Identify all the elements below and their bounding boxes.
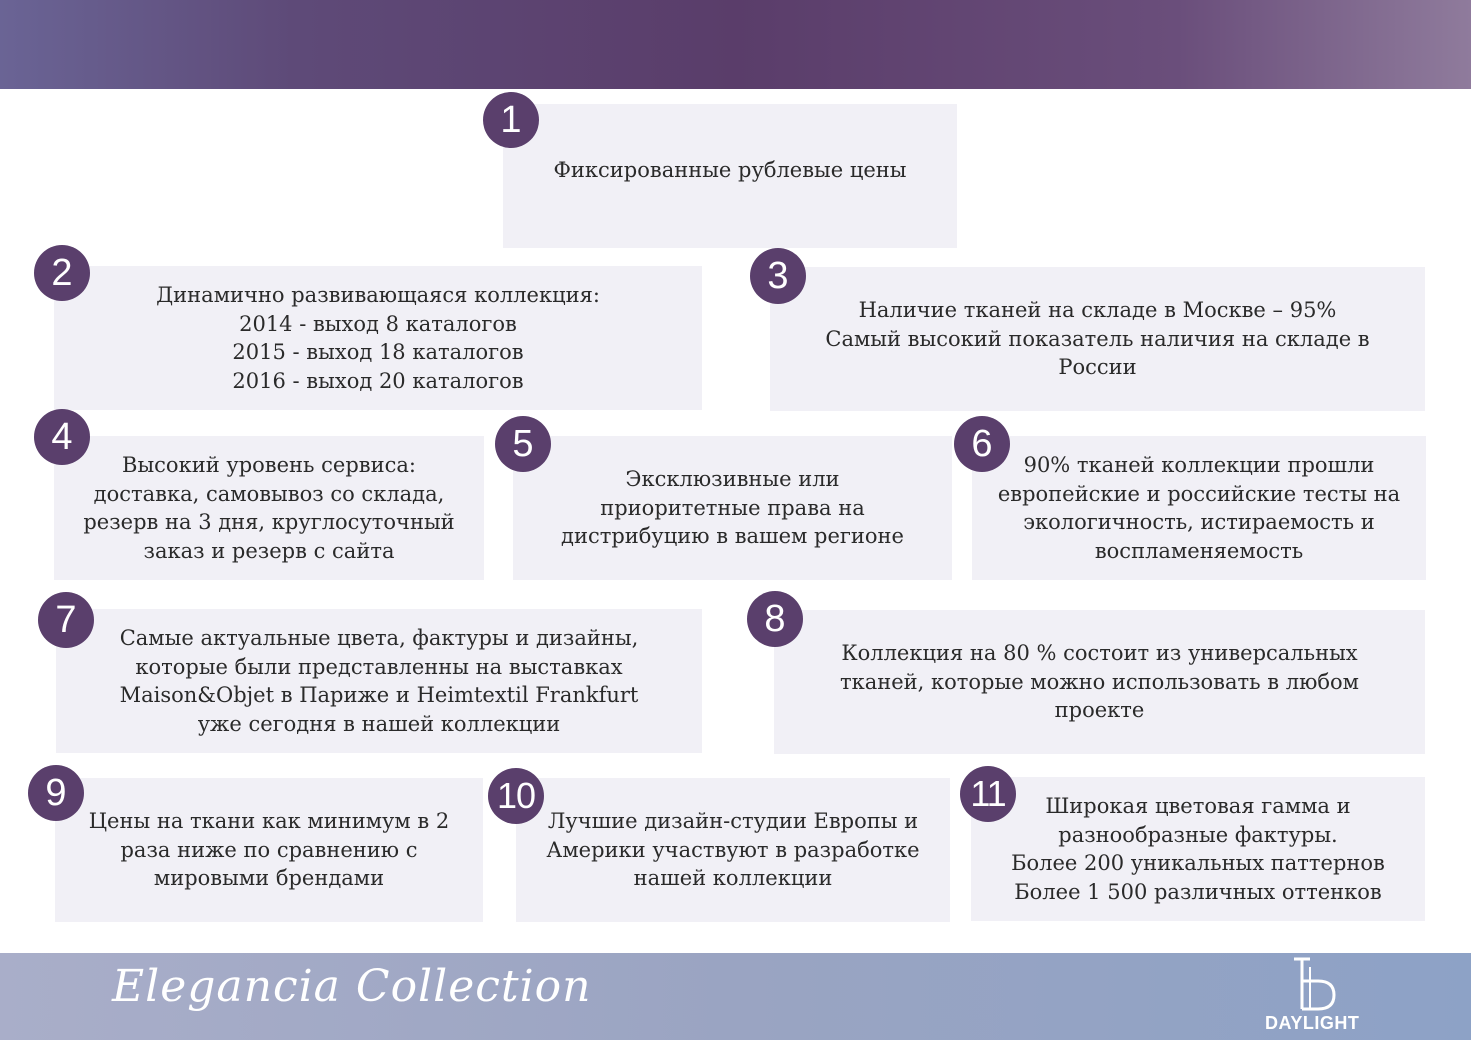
feature-card-text: Широкая цветовая гамма и разнообразные фактуры. Более 200 уникальных паттернов Более 1 500 различных оттенков (1011, 794, 1385, 904)
feature-card-text: Высокий уровень сервиса: доставка, самовывоз со склада, резерв на 3 дня, круглосуточный заказ и резерв с сайта (83, 453, 455, 563)
number-badge: 9 (28, 765, 84, 821)
feature-card-1 (503, 104, 957, 248)
feature-card-text: Самые актуальные цвета, фактуры и дизайны, которые были представленны на выставках Maison&Objet в Париже и Heimtextil Frankfurt уже сегодня в нашей коллекции (119, 626, 639, 736)
feature-card-text: Коллекция на 80 % состоит из универсальных тканей, которые можно использовать в любом проекте (839, 641, 1359, 723)
collection-title: Elegancia Collection (112, 961, 592, 1012)
number-badge: 8 (747, 591, 803, 647)
header-banner (0, 0, 1471, 89)
number-badge: 2 (34, 245, 90, 301)
brand-name: DAYLIGHT (1265, 1013, 1360, 1033)
feature-card-10 (516, 778, 950, 922)
number-badge: 10 (488, 768, 544, 824)
feature-card-2 (54, 266, 702, 410)
feature-card-3 (770, 267, 1425, 411)
number-badge: 11 (960, 766, 1016, 822)
feature-card-text: Лучшие дизайн-студии Европы и Америки участвуют в разработке нашей коллекции (546, 809, 920, 891)
feature-card-7 (56, 609, 702, 753)
footer-banner (0, 953, 1471, 1040)
feature-card-4 (54, 436, 484, 580)
number-badge: 1 (483, 92, 539, 148)
feature-card-5 (513, 436, 952, 580)
feature-card-text: Динамично развивающаяся коллекция: 2014 - выход 8 каталогов 2015 - выход 18 каталогов 2016 - выход 20 каталогов (156, 283, 600, 393)
number-badge: 4 (34, 409, 90, 465)
feature-card-8 (774, 610, 1425, 754)
feature-card-text: Цены на ткани как минимум в 2 раза ниже по сравнению с мировыми брендами (88, 809, 450, 891)
feature-card-9 (55, 778, 483, 922)
number-badge: 6 (954, 416, 1010, 472)
number-badge: 7 (38, 592, 94, 648)
feature-card-text: Наличие тканей на складе в Москве – 95% Самый высокий показатель наличия на складе в России (825, 298, 1370, 380)
feature-card-text: 90% тканей коллекции прошли европейские и российские тесты на экологичность, истираемость и воспламеняемость (997, 453, 1401, 563)
feature-card-text: Фиксированные рублевые цены (553, 158, 907, 182)
daylight-logo-icon (1288, 957, 1338, 1013)
number-badge: 3 (750, 248, 806, 304)
feature-card-11 (971, 777, 1425, 921)
feature-card-text: Эксклюзивные или приоритетные права на дистрибуцию в вашем регионе (561, 467, 904, 549)
feature-card-6 (972, 436, 1426, 580)
number-badge: 5 (495, 416, 551, 472)
